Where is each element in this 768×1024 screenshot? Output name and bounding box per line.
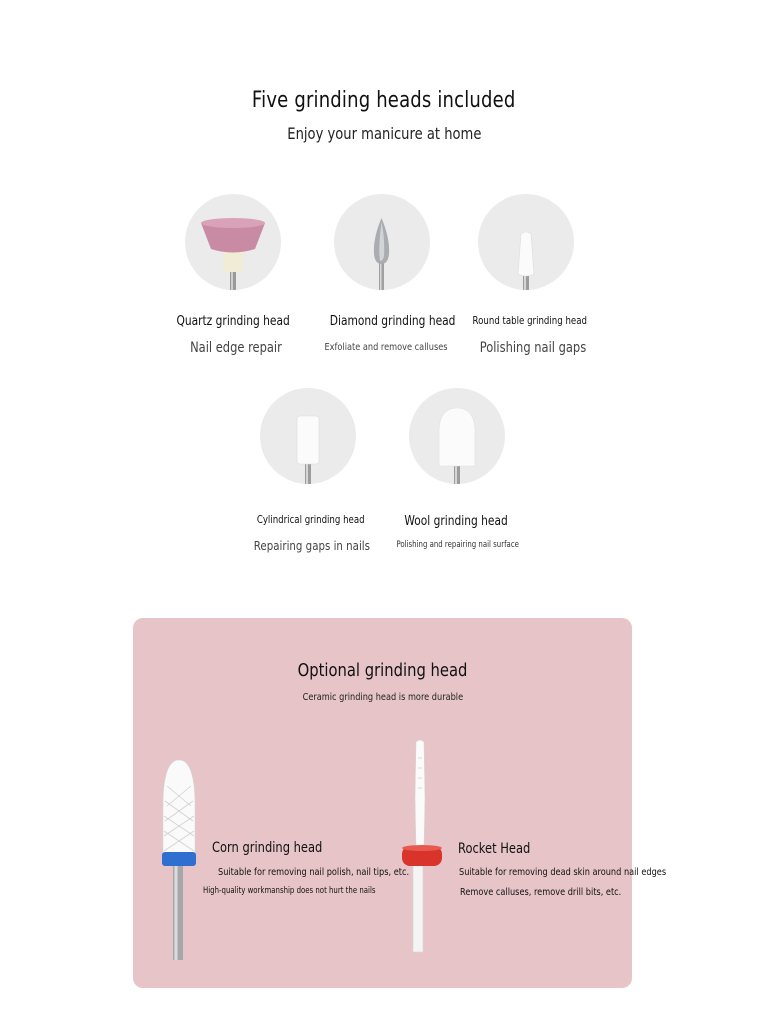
quartz-cone-icon: [185, 194, 281, 290]
corn-desc-2: High-quality workmanship does not hurt the nails: [203, 886, 376, 896]
head-desc-wool: Polishing and repairing nail surface: [396, 540, 519, 550]
head-name-quartz: Quartz grinding head: [176, 314, 290, 329]
corn-bit-image: [155, 756, 205, 960]
head-name-diamond: Diamond grinding head: [329, 314, 456, 329]
quartz-head-image: [185, 194, 281, 290]
head-desc-diamond: Exfoliate and remove calluses: [324, 342, 448, 353]
diamond-flame-icon: [334, 194, 430, 290]
cylindrical-head-image: [260, 388, 356, 484]
corn-desc-1: Suitable for removing nail polish, nail tips, etc.: [218, 867, 410, 878]
corn-name: Corn grinding head: [212, 840, 323, 856]
wool-head-image: [409, 388, 505, 484]
wool-icon: [409, 388, 505, 484]
head-name-round-table: Round table grinding head: [472, 315, 588, 327]
cylinder-icon: [260, 388, 356, 484]
rocket-bit-image: [398, 738, 446, 954]
optional-subtitle: Ceramic grinding head is more durable: [302, 692, 463, 703]
page-subtitle: Enjoy your manicure at home: [286, 124, 482, 143]
head-desc-cylindrical: Repairing gaps in nails: [253, 538, 370, 553]
head-name-cylindrical: Cylindrical grinding head: [257, 514, 365, 526]
rocket-name: Rocket Head: [458, 841, 531, 857]
head-desc-round-table: Polishing nail gaps: [479, 340, 586, 356]
round-table-icon: [478, 194, 574, 290]
optional-title: Optional grinding head: [297, 660, 468, 681]
rocket-desc-2: Remove calluses, remove drill bits, etc.: [460, 887, 622, 898]
diamond-head-image: [334, 194, 430, 290]
rocket-desc-1: Suitable for removing dead skin around nail edges: [459, 867, 667, 878]
head-name-wool: Wool grinding head: [404, 514, 508, 529]
page-title: Five grinding heads included: [252, 88, 516, 113]
head-desc-quartz: Nail edge repair: [189, 340, 282, 356]
round-table-head-image: [478, 194, 574, 290]
